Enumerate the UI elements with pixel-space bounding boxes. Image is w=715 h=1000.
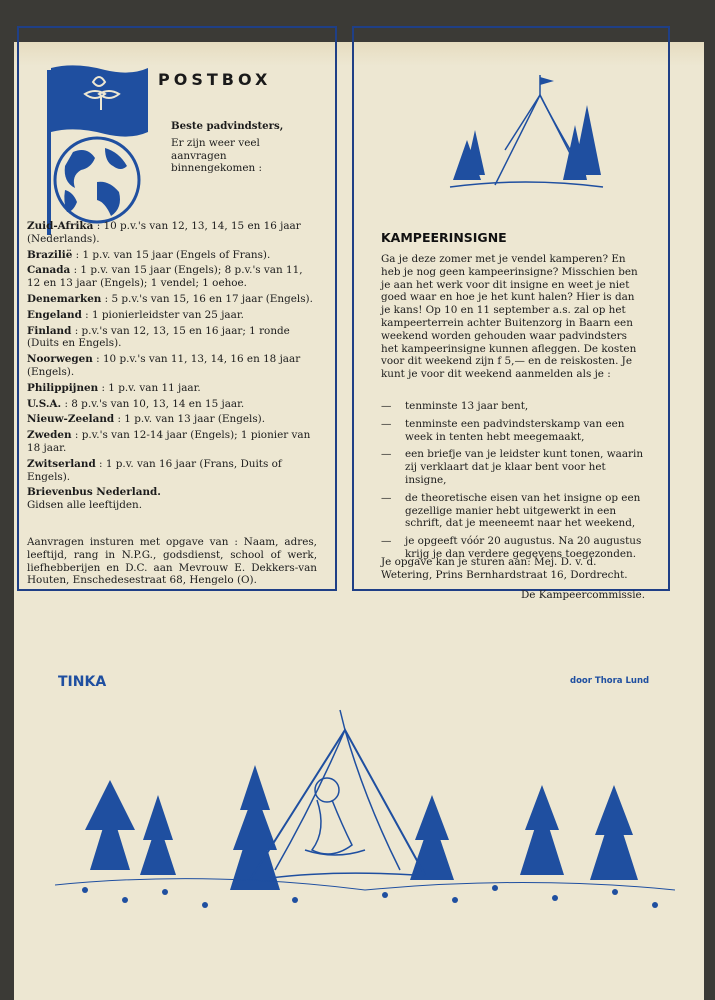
entry-text: Gidsen alle leeftijden. [27,499,143,512]
entry-country: Zwitserland [27,457,96,470]
kampeerinsigne-signature: De Kampeercommissie. [520,589,645,601]
entry-text: : 1 p.v. van 15 jaar (Engels of Frans). [75,248,271,261]
entry-country: Nieuw-Zeeland [27,413,115,426]
greeting-body: Er zijn weer veel aanvragen binnengekomen : [171,136,263,175]
entry-country: Zweden [27,429,72,442]
request-entry [27,458,317,484]
entry-text: : 1 p.v. van 11 jaar. [101,381,201,394]
request-entry [27,293,317,306]
entry-country: Philippijnen [27,381,99,394]
request-entry [27,309,317,322]
entry-text: : p.v.'s van 12-14 jaar (Engels); 1 pionier van 18 jaar. [27,429,311,454]
entry-country: Engeland [27,308,82,321]
entry-country: U.S.A. [27,397,62,410]
request-entry [27,220,317,246]
request-entry [27,249,317,262]
camp-tent-illustration [445,75,605,200]
kampeerinsigne-intro: Ga je deze zomer met je vendel kamperen? En heb je nog geen kampeerinsigne? Misschien ben je aan het werk voor dit insigne en weet je niet goed waar en hoe je het kunt halen? Hier is dan je kans! Op 10 en 11 september a.s. zal op het kampeerterrein achter Buitenzorg in Baarn een weekend worden gehouden waar padvindsters het kampeerinsigne kunnen afleggen. De kosten voor dit weekend zijn f 5,— en de reiskosten. Je kunt je voor dit weekend aanmelden als je : [381,253,638,381]
requirement-item: — tenminste 13 jaar bent, [381,400,646,413]
tinka-author: door Thora Lund [570,676,650,686]
entry-country: Brazilië [27,248,73,261]
requirement-list [381,400,646,566]
entry-country: Noorwegen [27,353,93,366]
requirement-item: — de theoretische eisen van het insigne op een gezellige manier hebt uitgewerkt in een schrift, dat je meeneemt naar het weekend, [381,492,646,530]
postbox-closing: Aanvragen insturen met opgave van : Naam, adres, leeftijd, rang in N.P.G., godsdienst, school of werk, liefhebberijen en D.C. aan Mevrouw E. Dekkers-van Houten, Enschedesestraat 68, Hengelo (O). [27,536,317,587]
postbox-title: POSTBOX [158,70,272,89]
postbox-greeting [171,120,313,175]
entry-text: : 8 p.v.'s van 10, 13, 14 en 15 jaar. [64,397,245,410]
kampeerinsigne-address: Je opgave kan je sturen aan: Mej. D. v. d. Wetering, Prins Bernhardstraat 16, Dordrecht. [381,556,628,581]
request-entry [27,413,317,426]
entry-text: : 1 p.v. van 16 jaar (Frans, Duits of Engels). [27,457,282,483]
entry-country: Zuid-Afrika [27,220,94,232]
request-entry [27,382,317,395]
request-entry [27,486,317,512]
entry-text: : p.v.'s van 12, 13, 15 en 16 jaar; 1 ronde (Duits en Engels). [27,324,290,350]
tinka-tent-illustration [55,700,675,915]
request-list [27,220,317,515]
entry-text: : 5 p.v.'s van 15, 16 en 17 jaar (Engels). [104,292,313,305]
entry-country: Denemarken [27,292,102,305]
entry-text: : 1 p.v. van 15 jaar (Engels); 8 p.v.'s van 11, 12 en 13 jaar (Engels); 1 vendel; 1 oehoe. [27,264,303,290]
tinka-title: TINKA [58,674,107,690]
requirement-item: — een briefje van je leidster kunt tonen, waarin zij verklaart dat je klaar bent voor het insigne, [381,448,646,486]
entry-text: : 1 pionierleidster van 25 jaar. [85,308,244,321]
request-entry [27,264,317,290]
greeting-lead: Beste padvindsters, [171,120,284,132]
flag-globe-illustration [35,60,155,240]
requirement-item: — je opgeeft vóór 20 augustus. Na 20 augustus krijg je dan verdere gegevens toegezonden. [381,535,646,561]
entry-text: : 10 p.v.'s van 12, 13, 14, 15 en 16 jaar (Nederlands). [27,220,301,245]
kampeerinsigne-title: KAMPEERINSIGNE [381,230,507,245]
entry-country: Finland [27,324,72,337]
request-entry [27,353,317,379]
entry-text: : 1 p.v. van 13 jaar (Engels). [117,413,266,426]
request-entry [27,429,317,455]
request-entry [27,325,317,351]
entry-text: : 10 p.v.'s van 11, 13, 14, 16 en 18 jaar (Engels). [27,353,301,378]
request-entry [27,398,317,411]
entry-country: Brievenbus Nederland. [27,486,161,499]
requirement-item: — tenminste een padvindsterskamp van een week in tenten hebt meegemaakt, [381,418,646,444]
entry-country: Canada [27,264,71,277]
